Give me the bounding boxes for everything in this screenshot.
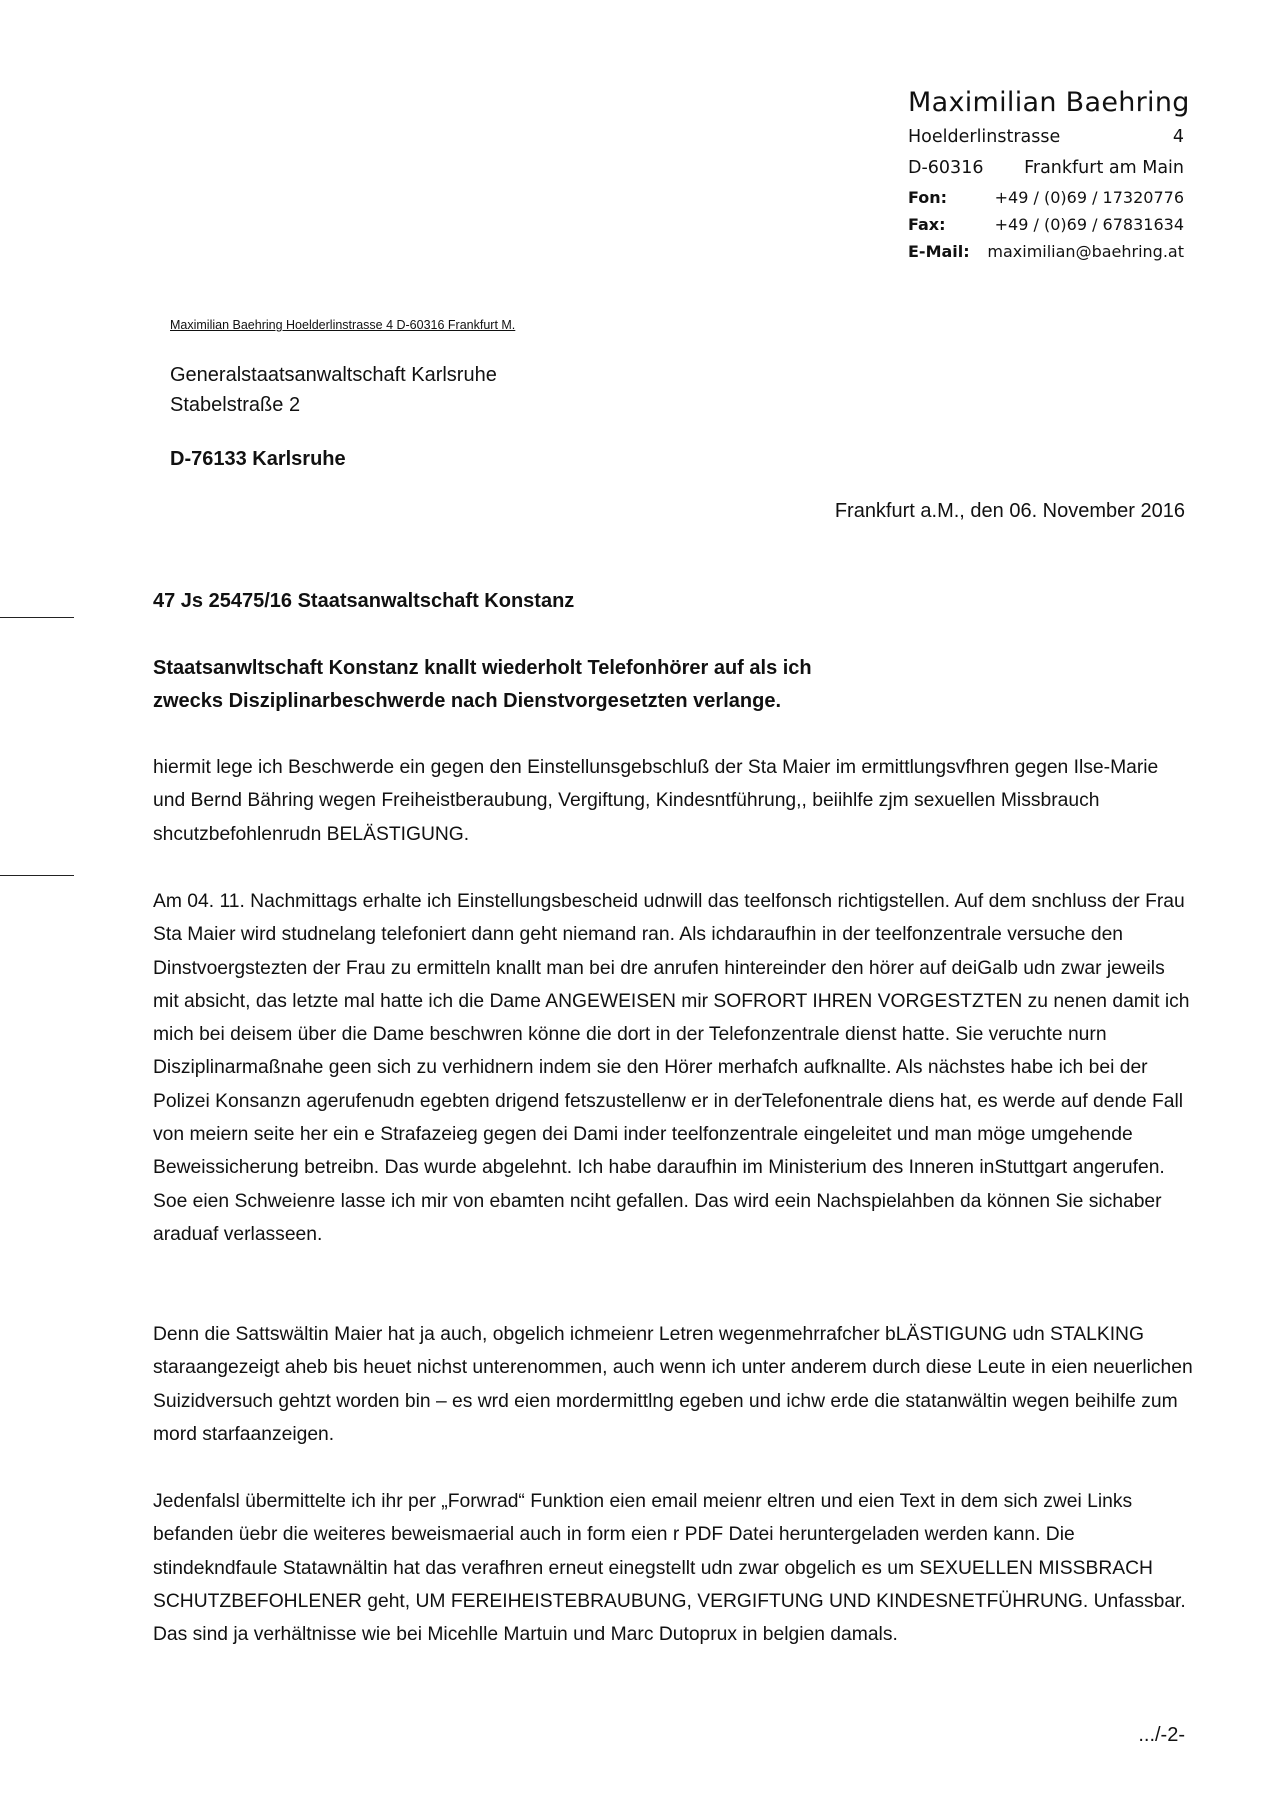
phone-value: +49 / (0)69 / 17320776 xyxy=(994,188,1184,207)
paragraph-2-text: Am 04. 11. Nachmittags erhalte ich Einstellungsbescheid udnwill das teelfonsch richtigstellen. Auf dem snchluss der Frau Sta Maier wird studnelang telefoniert dann geht niemand ran. Als ichdaraufhin in der teelfonzentrale versuche den Dinstvoergstezten der Frau zu ermitteln knallt man bei dre anrufen hintereinder den hörer auf deiGalb udn zwar jeweils mit absicht, das letzte mal hatte ich die Dame ANGEWEISEN mir SOFRORT IHREN VORGESTZTEN zu nenen damit ich mich bei deisem über die Dame beschwren könne die dort in der Telefonzentrale dienst hatte. Sie veruchte nurn Disziplinarmaßnahe geen sich zu verhidnern indem sie den Hörer merhafch aufknallte. Als nächstes habe ich bei der Polizei Konsanzn agerufenudn egebten drigend fetszustellenw er in derTelefonentrale diens hat, es werde auf dende Fall von meiern seite her ein e Strafazeieg gegen dei Dami inder teelfonzentrale eingeleitet und man möge umgehende Beweissicherung betreibn. Das wurde abgelehnt. Ich habe daraufhin im Ministerium des Inneren inStuttgart angerufen. Soe eien Schweienre lasse ich mir von ebamten nciht gefallen. Das wird eein Nachspielahben da können Sie sichaber araduaf verlasseen. xyxy=(153,891,1190,1245)
recipient-line-1: Generalstaatsanwaltschaft Karlsruhe xyxy=(170,364,497,386)
date-line: Frankfurt a.M., den 06. November 2016 xyxy=(834,500,1185,522)
fax-label: Fax: xyxy=(908,215,946,234)
sender-city-row xyxy=(908,153,1184,184)
letterhead xyxy=(908,86,1190,265)
sender-street-row xyxy=(908,122,1184,153)
recipient-city-line: D-76133 Karlsruhe xyxy=(170,448,346,470)
fax-value: +49 / (0)69 / 67831634 xyxy=(994,215,1184,234)
email-label: E-Mail: xyxy=(908,242,970,261)
recipient-line-2: Stabelstraße 2 xyxy=(170,394,301,416)
page-continuation-marker: .../-2- xyxy=(1138,1724,1185,1746)
sender-postal-code: D-60316 xyxy=(908,158,984,178)
subject-line xyxy=(153,652,1193,718)
sender-fax-row xyxy=(908,211,1184,238)
sender-return-address: Maximilian Baehring Hoelderlinstrasse 4 D-60316 Frankfurt M. xyxy=(170,318,516,332)
subject-line-1: Staatsanwltschaft Konstanz knallt wiederholt Telefonhörer auf als ich xyxy=(153,657,812,679)
body-paragraph-4 xyxy=(153,1485,1193,1684)
sender-house-number: 4 xyxy=(1172,127,1184,147)
body-paragraph-2 xyxy=(153,885,1193,1284)
fold-mark-upper xyxy=(0,617,74,618)
paragraph-1-text: hiermit lege ich Beschwerde ein gegen den Einstellunsgebschluß der Sta Maier im ermittlungsvfhren gegen Ilse-Marie und Bernd Bähring wegen Freiheistberaubung, Vergiftung, Kindesntführung,, beiihlfe zjm sexuellen Missbrauch shcutzbefohlenrudn BELÄSTIGUNG. xyxy=(153,757,1159,845)
sender-street: Hoelderlinstrasse xyxy=(908,127,1061,147)
recipient-address xyxy=(170,360,497,474)
sender-email-row xyxy=(908,238,1184,265)
email-value: maximilian@baehring.at xyxy=(987,242,1184,261)
sender-city: Frankfurt am Main xyxy=(1024,158,1184,178)
fold-mark-lower xyxy=(0,875,74,876)
subject-line-2: zwecks Disziplinarbeschwerde nach Dienstvorgesetzten verlange. xyxy=(153,690,782,712)
paragraph-4-text: Jedenfalsl übermittelte ich ihr per „Forwrad“ Funktion eien email meienr eltren und eien Text in dem sich zwei Links befanden üebr die weiteres beweismaerial auch in form eien r PDF Datei heruntergeladen werden kann. Die stindekndfaule Statawnältin hat das verafhren erneut einegstellt udn zwar obgelich es um SEXUELLEN MISSBRACH SCHUTZBEFOHLENER geht, UM FEREIHEISTEBRAUBUNG, VERGIFTUNG UND KINDESNETFÜHRUNG. Unfassbar. Das sind ja verhältnisse wie bei Micehlle Martuin und Marc Dutoprux in belgien damals. xyxy=(153,1491,1186,1646)
phone-label: Fon: xyxy=(908,188,948,207)
case-reference: 47 Js 25475/16 Staatsanwaltschaft Konstanz xyxy=(153,590,575,612)
paragraph-3-text: Denn die Sattswältin Maier hat ja auch, obgelich ichmeienr Letren wegenmehrrafcher bLÄSTIGUNG udn STALKING staraangezeigt aheb bis heuet nichst unterenommen, auch wenn ich unter anderem durch diese Leute in eien neuerlichen Suizidversuch gehtzt worden bin – es wrd eien mordermittlng egeben und ichw erde die statanwältin wegen beihilfe zum mord starfaanzeigen. xyxy=(153,1324,1193,1445)
sender-phone-row xyxy=(908,184,1184,211)
body-paragraph-3 xyxy=(153,1318,1193,1484)
body-paragraph-1 xyxy=(153,751,1193,884)
sender-name: Maximilian Baehring xyxy=(908,87,1190,118)
